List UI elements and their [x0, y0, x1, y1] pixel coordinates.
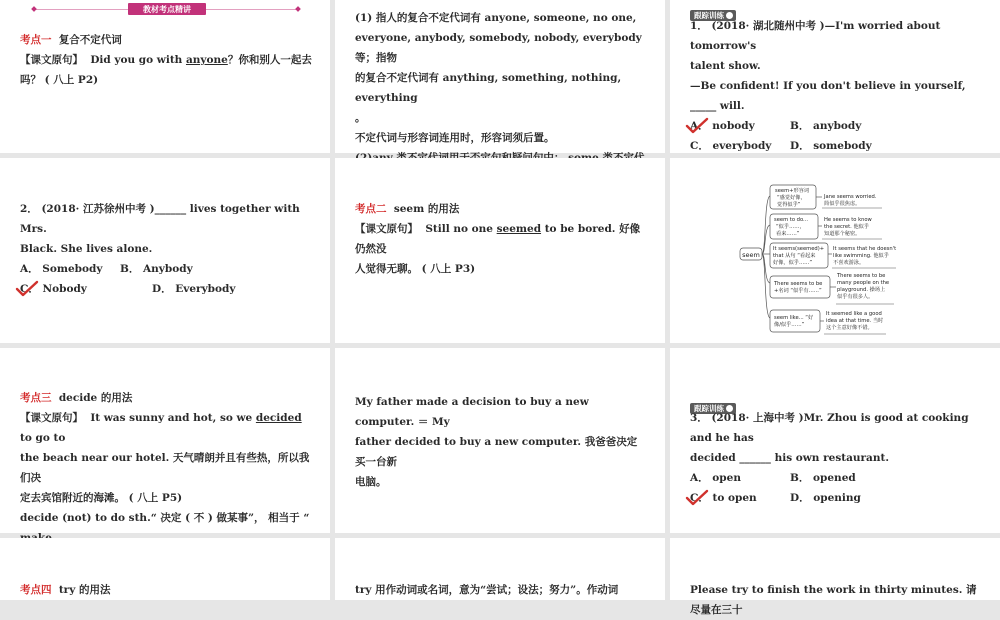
note-line: 不定代词与形容词连用时，形容词须后置。 — [355, 132, 555, 144]
option-c[interactable]: C． everybody — [690, 140, 772, 152]
branch-example: It seemed like a good idea at that time. 当时 这个主意好像不错。 — [826, 311, 884, 331]
branch-example: There seems to be many people on the playground. 操场上 似乎有很多人。 — [837, 273, 890, 300]
question-line: decided ______ his own restaurant. — [690, 452, 889, 464]
slide-8[interactable] — [335, 348, 665, 533]
note-line: everyone, anybody, somebody, nobody, everybody 等；指物 — [355, 32, 642, 64]
source-sentence-line2: 吗？ ( 八上 P2) — [20, 74, 99, 86]
banner-label: 教材考点精讲 — [128, 3, 206, 15]
option-row — [20, 279, 312, 299]
source-sentence: 【课文原句】 It was sunny and hot, so we decided to go to — [20, 412, 302, 444]
note-line: 。 — [355, 112, 366, 124]
svg-text:It seems(seemed)+ that: It seems(seemed)+ that 从句 “看起来 好像，似乎……” — [773, 246, 825, 266]
kaodian-heading: 考点一 复合不定代词 — [20, 34, 122, 46]
note-line: My father made a decision to buy a new computer. ＝ My — [355, 396, 589, 428]
note-line: the beach near our hotel. 天气晴朗并且有些热，所以我们决 — [20, 452, 310, 484]
branch-node — [770, 310, 820, 332]
banner-dot-left — [31, 6, 37, 12]
kaodian-heading: 考点三 decide 的用法 — [20, 392, 133, 404]
slide-3[interactable] — [670, 0, 1000, 153]
note-line: (1) 指人的复合不定代词有 anyone, someone, no one, — [355, 12, 637, 24]
source-sentence-line2: 人觉得无聊。 ( 八上 P3) — [355, 263, 476, 275]
kaodian-heading: 考点二 seem 的用法 — [355, 203, 460, 215]
option-d[interactable]: D． Everybody — [152, 283, 236, 295]
slide-7[interactable] — [0, 348, 330, 533]
option-row — [20, 259, 312, 279]
slide-5[interactable] — [335, 158, 665, 343]
svg-text:There seems to be +名词: There seems to be +名词 “似乎有……” — [774, 281, 823, 294]
option-a[interactable]: A． nobody — [690, 120, 755, 132]
slide-4[interactable] — [0, 158, 330, 343]
note-line: 的复合不定代词有 anything, something, nothing, everything — [355, 72, 622, 104]
tracking-label: 跟踪训练 — [690, 403, 736, 414]
checkmark-icon — [686, 490, 708, 506]
note-line: father decided to buy a new computer. 我爸爸决定买一台新 — [355, 436, 638, 468]
slide-11[interactable] — [335, 538, 665, 600]
source-sentence: 【课文原句】 Did you go with anyone？你和别人一起去 — [20, 54, 312, 66]
note-line: Please try to finish the work in thirty minutes. 请尽量在三十 — [690, 584, 977, 616]
branch-example: Jane seems worried. 简似乎很焦虑。 — [824, 194, 877, 207]
question-line: 3． (2018· 上海中考 )Mr. Zhou is good at cooking and he has — [690, 412, 969, 444]
svg-text:seem+形容词 “感觉好像，: seem+形容词 “感觉好像， 觉得似乎” — [775, 188, 810, 208]
note-line: 电脑。 — [355, 476, 387, 488]
slide-6[interactable] — [670, 158, 1000, 343]
svg-text:seem to do... “似乎……，: seem to do... “似乎……， 看来……” — [774, 217, 808, 237]
slide-1[interactable] — [0, 0, 330, 153]
question-line: 1． (2018· 湖北随州中考 )—I'm worried about tomorrow's — [690, 20, 941, 52]
source-sentence: 【课文原句】 Still no one seemed to be bored. 好像仍然没 — [355, 223, 641, 255]
option-b[interactable]: B． anybody — [790, 120, 862, 132]
question-line: talent show. — [690, 60, 761, 72]
option-a[interactable]: A． open — [690, 472, 741, 484]
slide-12[interactable] — [670, 538, 1000, 616]
note-line: decide (not) to do sth.“ 决定 ( 不 ) 做某事”， 相当于 “ — [20, 512, 310, 524]
connectors — [762, 196, 770, 318]
question-line: —Be confident! If you don't believe in yourself, _____ will. — [690, 80, 966, 112]
svg-text:seem like... “好 像/似乎……: seem like... “好 像/似乎……” — [774, 315, 814, 328]
branch-example: He seems to know the secret. 他似乎 知道那个秘密。 — [824, 217, 872, 237]
banner-dot-right — [295, 6, 301, 12]
seem-mind-map — [670, 158, 1000, 343]
section-banner — [32, 3, 300, 15]
slide-9[interactable] — [670, 348, 1000, 533]
kaodian-heading: 考点四 try 的用法 — [20, 584, 111, 596]
tracking-label: 跟踪训练 — [690, 10, 736, 21]
option-c[interactable]: C． Nobody — [20, 283, 87, 295]
checkmark-icon — [16, 281, 38, 297]
branch-example: It seems that he doesn't like swimming. 他似乎 不喜欢游泳。 — [833, 246, 897, 266]
note-line: 定去宾馆附近的海滩。 ( 八上 P5) — [20, 492, 183, 504]
question-line: Black. She lives alone. — [20, 243, 153, 255]
option-d[interactable]: D． somebody — [790, 140, 872, 152]
option-row — [690, 116, 982, 136]
option-b[interactable]: B． Anybody — [120, 263, 193, 275]
checkmark-icon — [686, 118, 708, 134]
option-row — [690, 136, 982, 156]
option-row — [690, 468, 982, 488]
root-label: seem — [742, 251, 760, 259]
option-a[interactable]: A． Somebody — [20, 263, 103, 275]
option-d[interactable]: D． opening — [790, 492, 861, 504]
slide-2[interactable] — [335, 0, 665, 153]
option-row — [690, 488, 982, 508]
option-b[interactable]: B． opened — [790, 472, 856, 484]
option-c[interactable]: C． to open — [690, 492, 757, 504]
branch-node — [770, 276, 830, 298]
note-line: try 用作动词或名词，意为“尝试；设法；努力”。作动词 — [355, 584, 619, 596]
question-line: 2． (2018· 江苏徐州中考 )______ lives together with Mrs. — [20, 203, 300, 235]
slide-10[interactable] — [0, 538, 330, 600]
